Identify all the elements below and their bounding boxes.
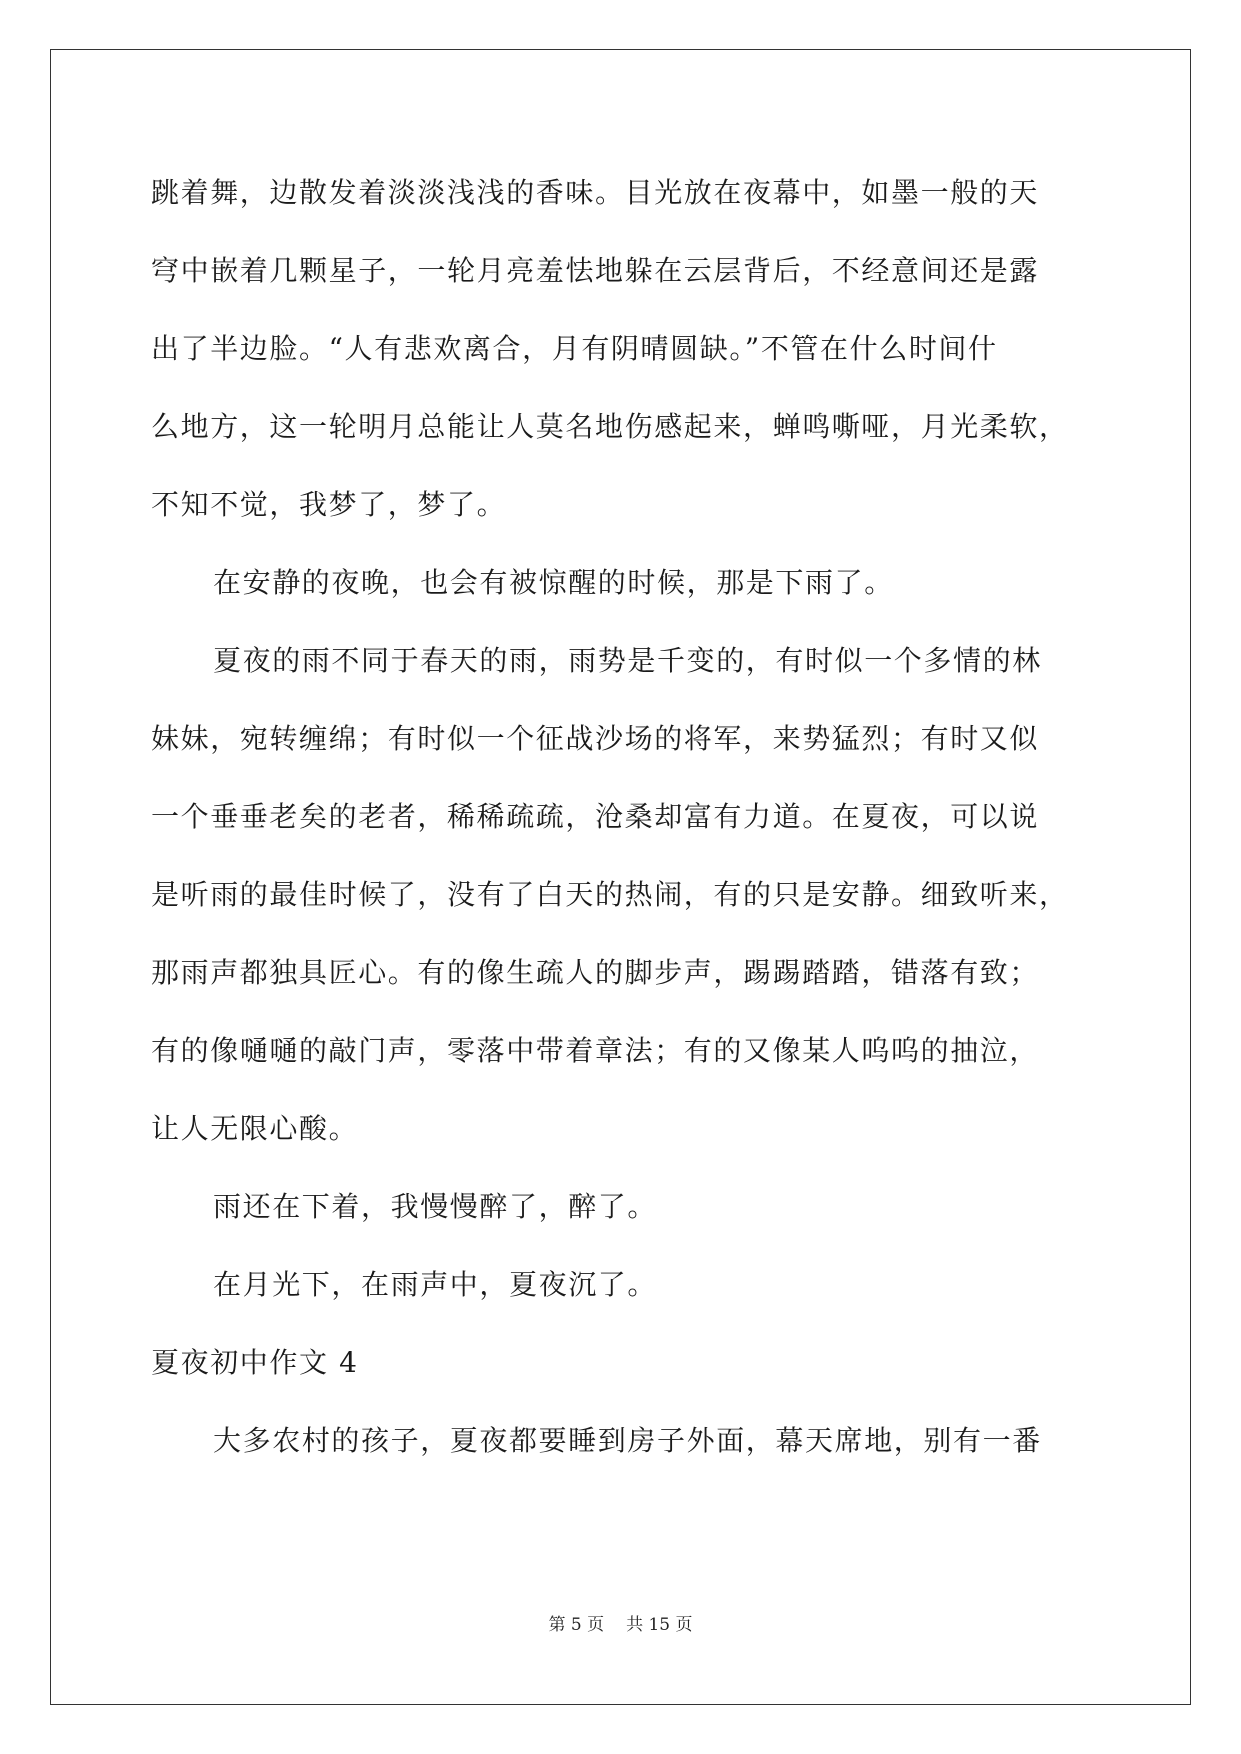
text-line: 让人无限心酸。 — [151, 1112, 359, 1145]
text-line: 不知不觉，我梦了，梦了。 — [151, 488, 507, 521]
text-line: 在安静的夜晚，也会有被惊醒的时候，那是下雨了。 — [213, 566, 894, 599]
text-line: 穹中嵌着几颗星子，一轮月亮羞怯地躲在云层背后，不经意间还是露 — [151, 254, 1040, 287]
text-line: 有的像嗵嗵的敲门声，零落中带着章法；有的又像某人呜呜的抽泣， — [151, 1034, 1040, 1067]
text-line: 在月光下，在雨声中，夏夜沉了。 — [213, 1268, 658, 1301]
text-line: 跳着舞，边散发着淡淡浅浅的香味。目光放在夜幕中，如墨一般的天 — [151, 176, 1040, 209]
text-line: 出了半边脸。“人有悲欢离合，月有阴晴圆缺。”不管在什么时间什 — [151, 332, 998, 365]
page-footer — [0, 1610, 1241, 1635]
text-line: 是听雨的最佳时候了，没有了白天的热闹，有的只是安静。细致听来， — [151, 878, 1069, 911]
text-line: 那雨声都独具匠心。有的像生疏人的脚步声，踢踢踏踏，错落有致； — [151, 956, 1040, 989]
text-line: 大多农村的孩子，夏夜都要睡到房子外面，幕天席地，别有一番 — [213, 1424, 1042, 1457]
page-total: 共 15 页 — [626, 1615, 693, 1635]
section-heading: 夏夜初中作文 4 — [151, 1346, 359, 1379]
page-number: 第 5 页 — [548, 1615, 605, 1635]
document-body — [151, 154, 1091, 1480]
text-line: 夏夜的雨不同于春天的雨，雨势是千变的，有时似一个多情的林 — [213, 644, 1042, 677]
text-line: 么地方，这一轮明月总能让人莫名地伤感起来，蝉鸣嘶哑，月光柔软， — [151, 410, 1069, 443]
text-line: 雨还在下着，我慢慢醉了，醉了。 — [213, 1190, 658, 1223]
text-line: 妹妹，宛转缠绵；有时似一个征战沙场的将军，来势猛烈；有时又似 — [151, 722, 1040, 755]
text-line: 一个垂垂老矣的老者，稀稀疏疏，沧桑却富有力道。在夏夜，可以说 — [151, 800, 1040, 833]
